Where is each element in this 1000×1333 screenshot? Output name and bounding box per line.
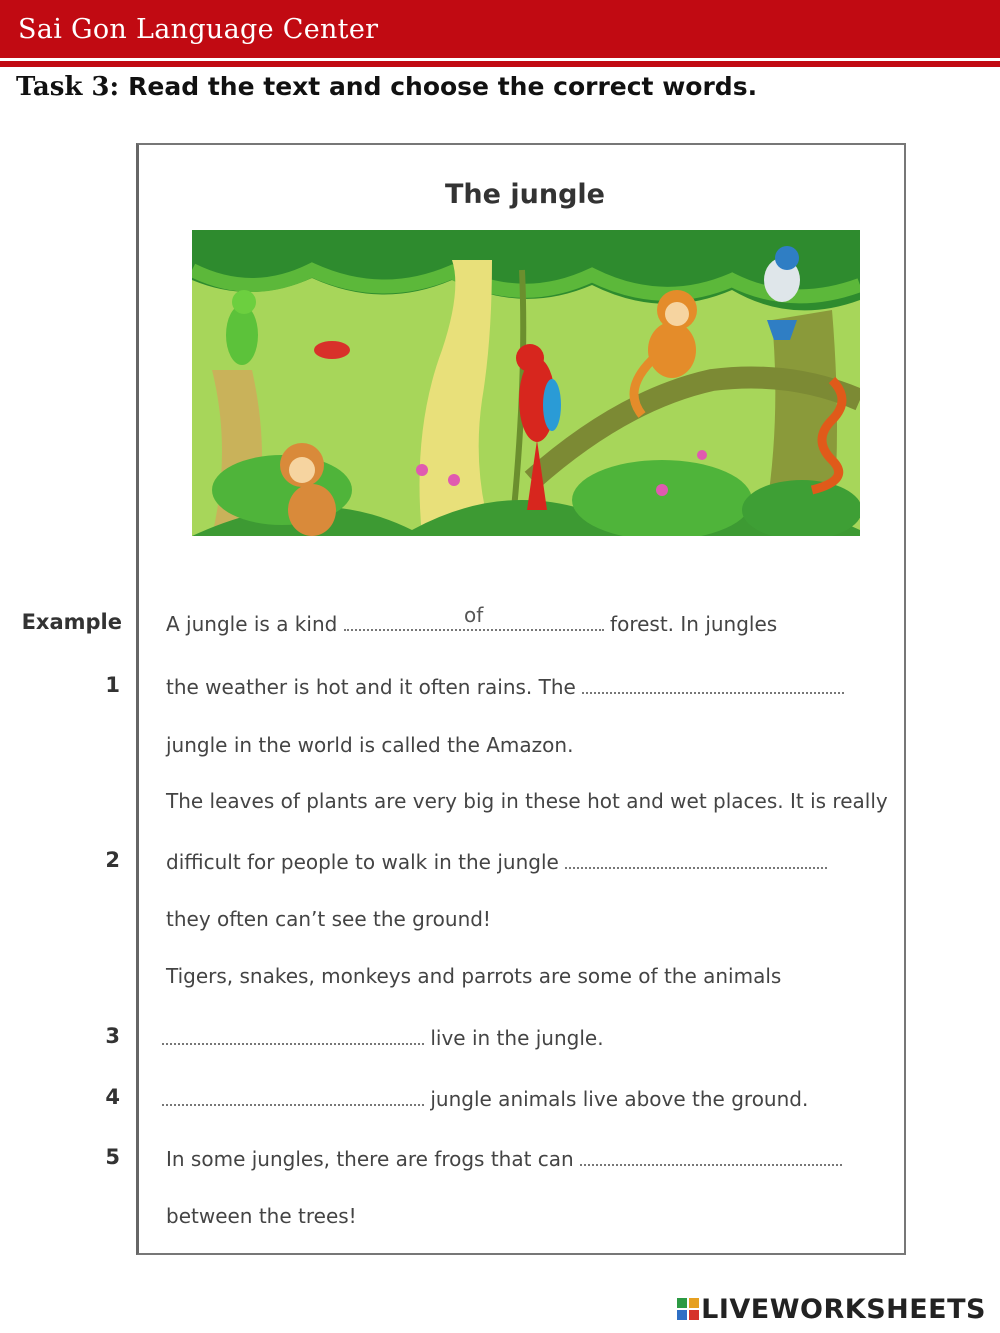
sentence-example <box>166 603 778 636</box>
task-label: Task 3: <box>16 72 120 102</box>
label-question-5: 5 <box>105 1145 120 1169</box>
label-question-4: 4 <box>105 1085 120 1109</box>
liveworksheets-brand <box>677 1294 986 1325</box>
label-question-1: 1 <box>105 673 120 697</box>
brand-text: LIVEWORKSHEETS <box>701 1294 986 1325</box>
sentence-line-7: Tigers, snakes, monkeys and parrots are some of the animals <box>166 964 782 988</box>
worksheet-title: The jungle <box>445 179 605 210</box>
task-instruction: Read the text and choose the correct words. <box>128 72 758 101</box>
answer-blank-4[interactable] <box>162 1088 424 1106</box>
sentence-line-11: between the trees! <box>166 1204 357 1228</box>
question-3-after: live in the jungle. <box>430 1026 604 1050</box>
sentence-question-1 <box>166 675 844 699</box>
question-5-before: In some jungles, there are frogs that can <box>166 1147 574 1171</box>
sentence-line-6: they often can’t see the ground! <box>166 907 491 931</box>
label-question-2: 2 <box>105 848 120 872</box>
sentence-question-2 <box>166 850 827 874</box>
example-answer: of <box>464 603 484 627</box>
center-name: Sai Gon Language Center <box>18 14 379 45</box>
sentence-line-3: jungle in the world is called the Amazon. <box>166 733 574 757</box>
question-2-before: difficult for people to walk in the jungle <box>166 850 559 874</box>
label-example: Example <box>21 610 122 634</box>
answer-blank-2[interactable] <box>565 851 827 869</box>
question-1-before: the weather is hot and it often rains. The <box>166 675 576 699</box>
question-4-after: jungle animals live above the ground. <box>430 1087 809 1111</box>
jungle-illustration <box>192 230 860 536</box>
answer-blank-5[interactable] <box>580 1148 842 1166</box>
sentence-question-3 <box>162 1026 604 1050</box>
sentence-line-4: The leaves of plants are very big in these hot and wet places. It is really <box>166 789 888 813</box>
answer-blank-3[interactable] <box>162 1027 424 1045</box>
header-divider <box>0 61 1000 67</box>
sentence-question-4 <box>162 1087 808 1111</box>
sentence-example-after: forest. In jungles <box>610 612 778 636</box>
liveworksheets-logo-icon <box>677 1298 699 1320</box>
sentence-question-5 <box>166 1147 842 1171</box>
task-heading <box>16 72 757 102</box>
answer-blank-1[interactable] <box>582 676 844 694</box>
label-question-3: 3 <box>105 1024 120 1048</box>
sentence-example-before: A jungle is a kind <box>166 612 338 636</box>
example-answer-blank <box>344 603 604 631</box>
